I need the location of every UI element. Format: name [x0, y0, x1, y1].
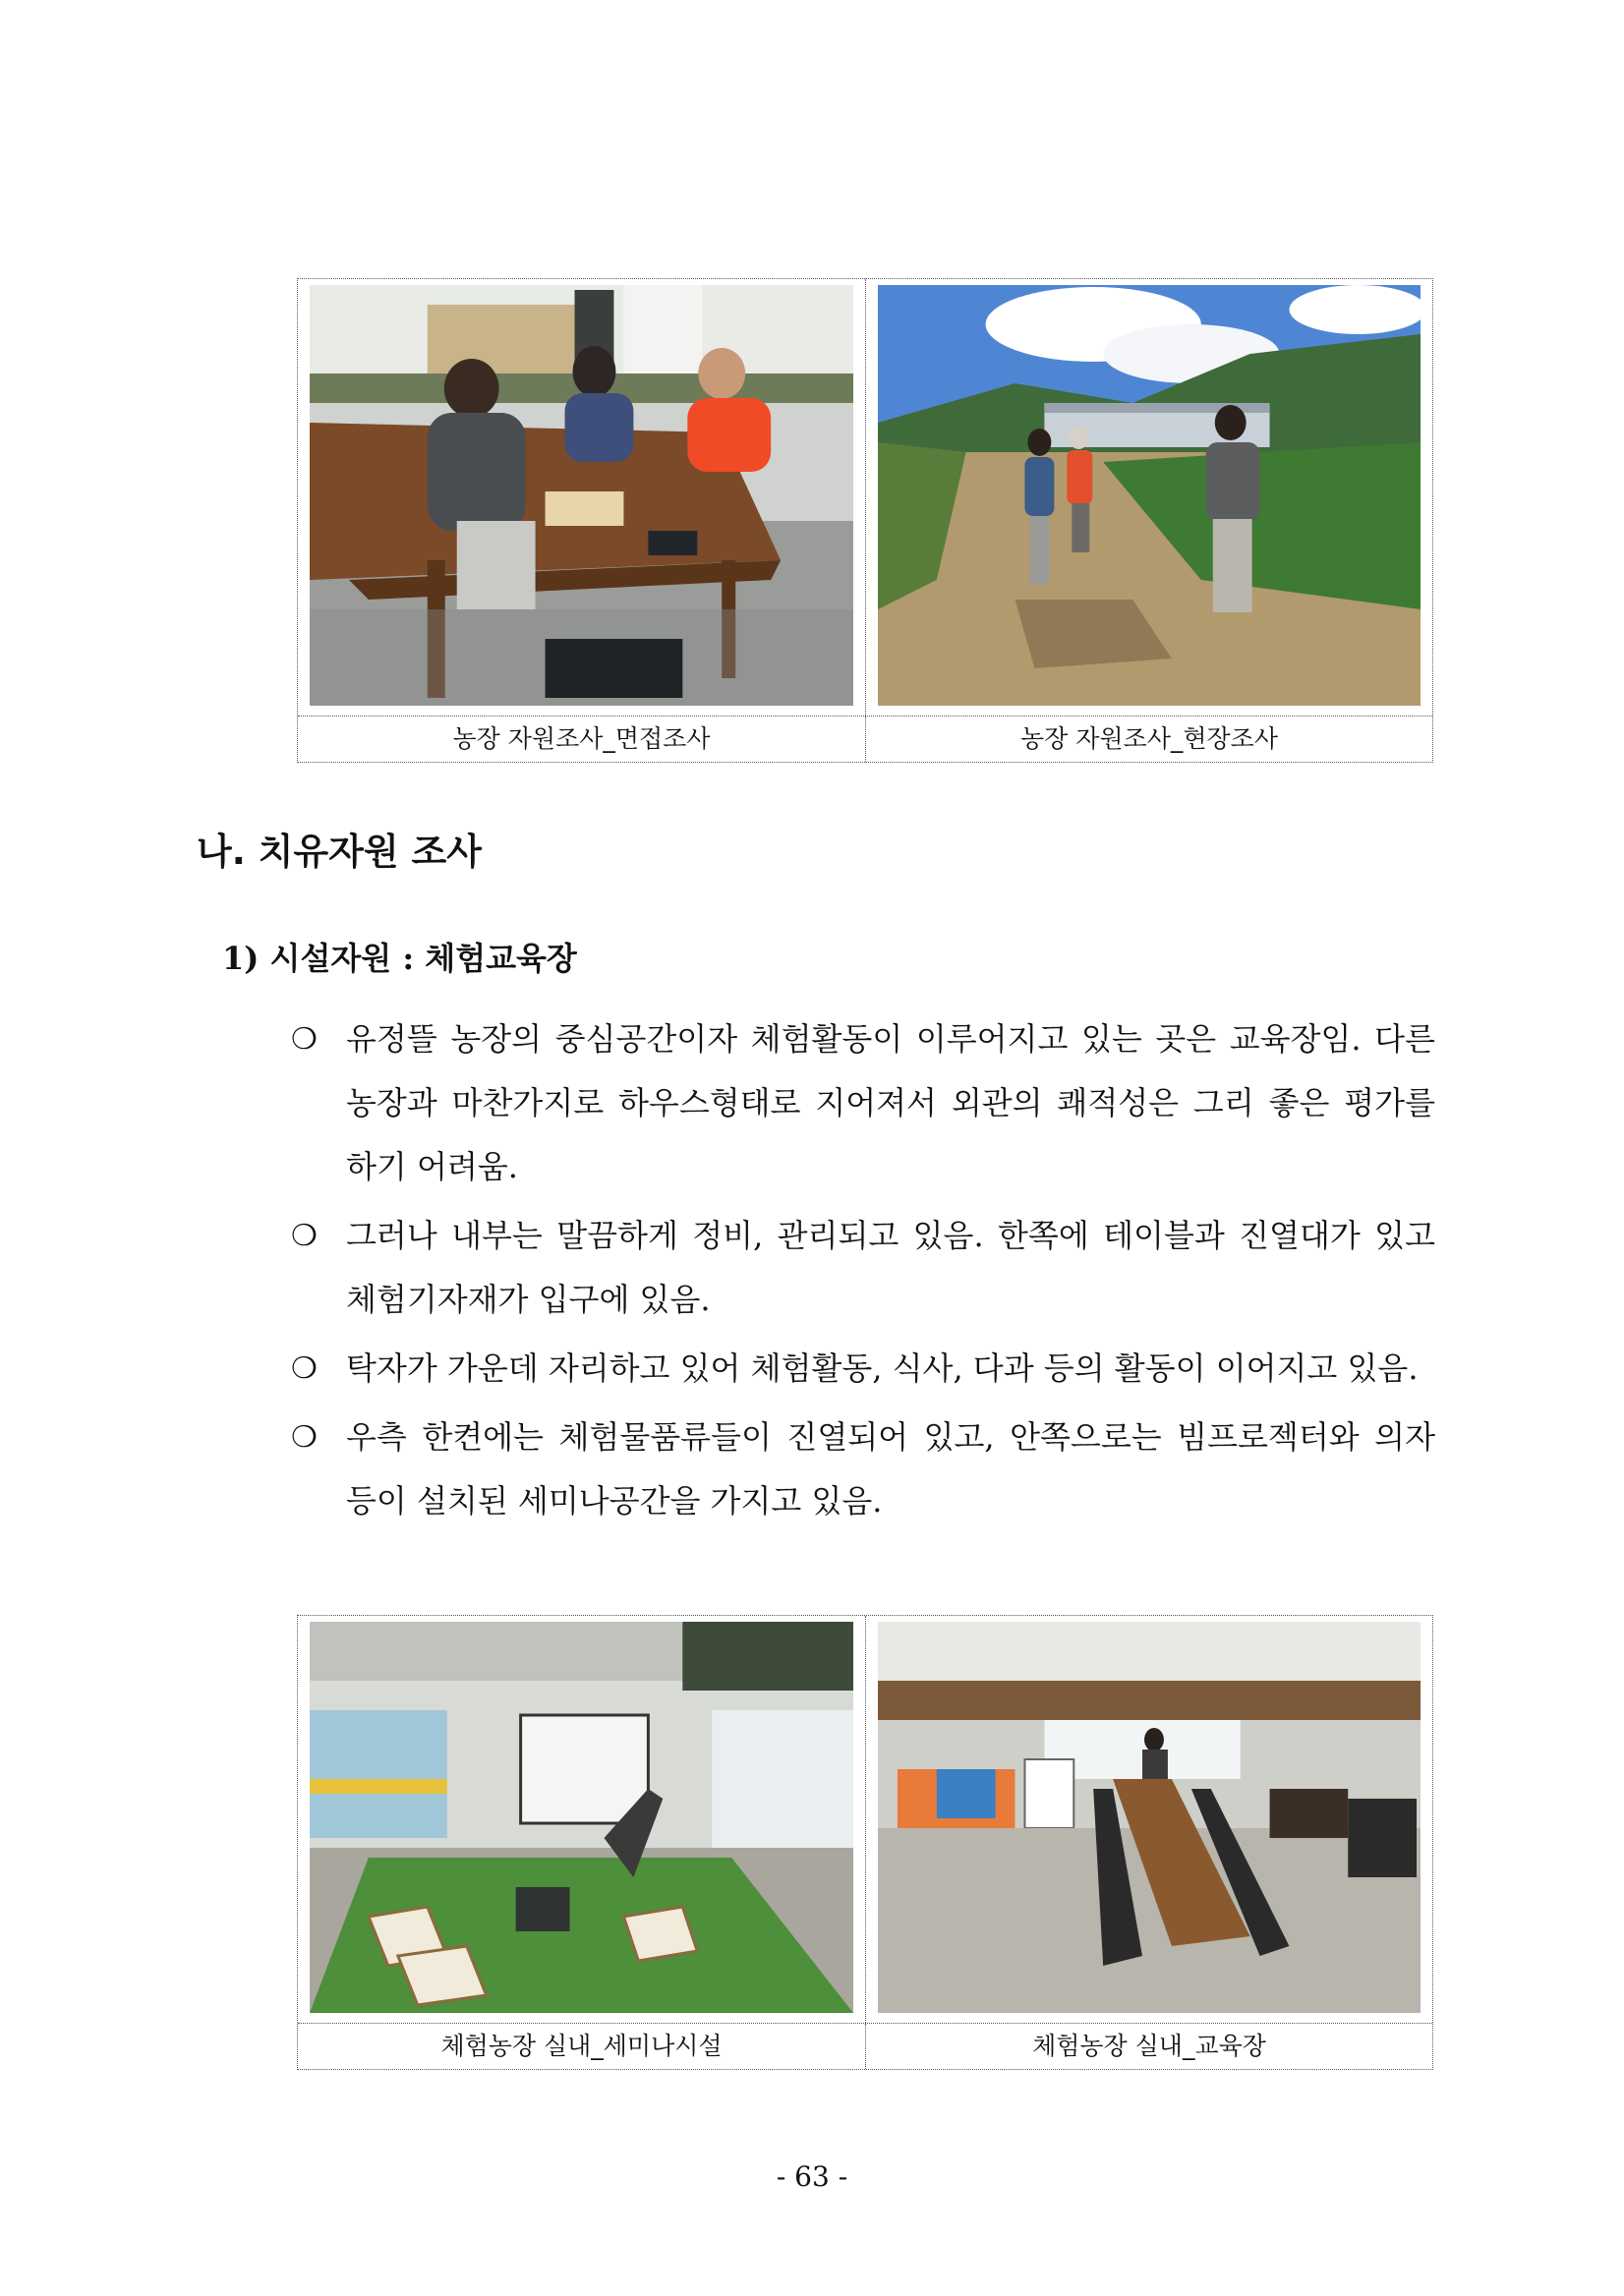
- photo-row: [298, 279, 1432, 716]
- photo-cell: [865, 279, 1432, 716]
- caption-row: [298, 2023, 1432, 2069]
- circle-bullet-icon: ❍: [291, 1022, 318, 1057]
- photo-cell: [298, 279, 865, 716]
- bullet-list: [291, 1007, 1435, 1538]
- bullet-text: 유정뜰 농장의 중심공간이자 체험활동이 이루어지고 있는 곳은 교육장임. 다른 농장과 마찬가지로 하우스형태로 지어져서 외관의 쾌적성은 그리 좋은 평가를 하기 어려움.: [346, 1020, 1435, 1185]
- bottom-photo-table: [297, 1615, 1433, 2070]
- photo-row: [298, 1616, 1432, 2023]
- caption-seminar: 체험농장 실내_세미나시설: [440, 2032, 723, 2060]
- page-number: - 63 -: [776, 2160, 848, 2193]
- caption-interview: 농장 자원조사_면접조사: [452, 724, 711, 753]
- bullet-item: [291, 1406, 1435, 1533]
- bullet-text: 그러나 내부는 말끔하게 정비, 관리되고 있음. 한쪽에 테이블과 진열대가 있고 체험기자재가 입구에 있음.: [346, 1217, 1435, 1318]
- bullet-text: 탁자가 가운데 자리하고 있어 체험활동, 식사, 다과 등의 활동이 이어지고 있음.: [346, 1349, 1419, 1387]
- photo-cell: [865, 1616, 1432, 2023]
- education-hall-photo: [878, 1622, 1421, 2013]
- circle-bullet-icon: ❍: [291, 1351, 318, 1386]
- top-photo-table: [297, 278, 1433, 763]
- circle-bullet-icon: ❍: [291, 1420, 318, 1455]
- subsection-title: 1) 시설자원 : 체험교육장: [222, 940, 577, 977]
- caption-education: 체험농장 실내_교육장: [865, 2024, 1432, 2069]
- bullet-text: 우측 한켠에는 체험물품류들이 진열되어 있고, 안쪽으로는 빔프로젝터와 의자 등이 설치된 세미나공간을 가지고 있음.: [346, 1418, 1435, 1520]
- bullet-item: [291, 1204, 1435, 1332]
- photo-cell: [298, 1616, 865, 2023]
- field-survey-photo: [878, 285, 1421, 706]
- circle-bullet-icon: ❍: [291, 1219, 318, 1253]
- caption-field-survey: 농장 자원조사_현장조사: [865, 717, 1432, 762]
- bullet-item: [291, 1007, 1435, 1199]
- caption-row: [298, 716, 1432, 762]
- interview-photo: [310, 285, 853, 706]
- seminar-room-photo: [310, 1622, 853, 2013]
- section-title: 나. 치유자원 조사: [197, 831, 483, 873]
- bullet-item: [291, 1337, 1435, 1401]
